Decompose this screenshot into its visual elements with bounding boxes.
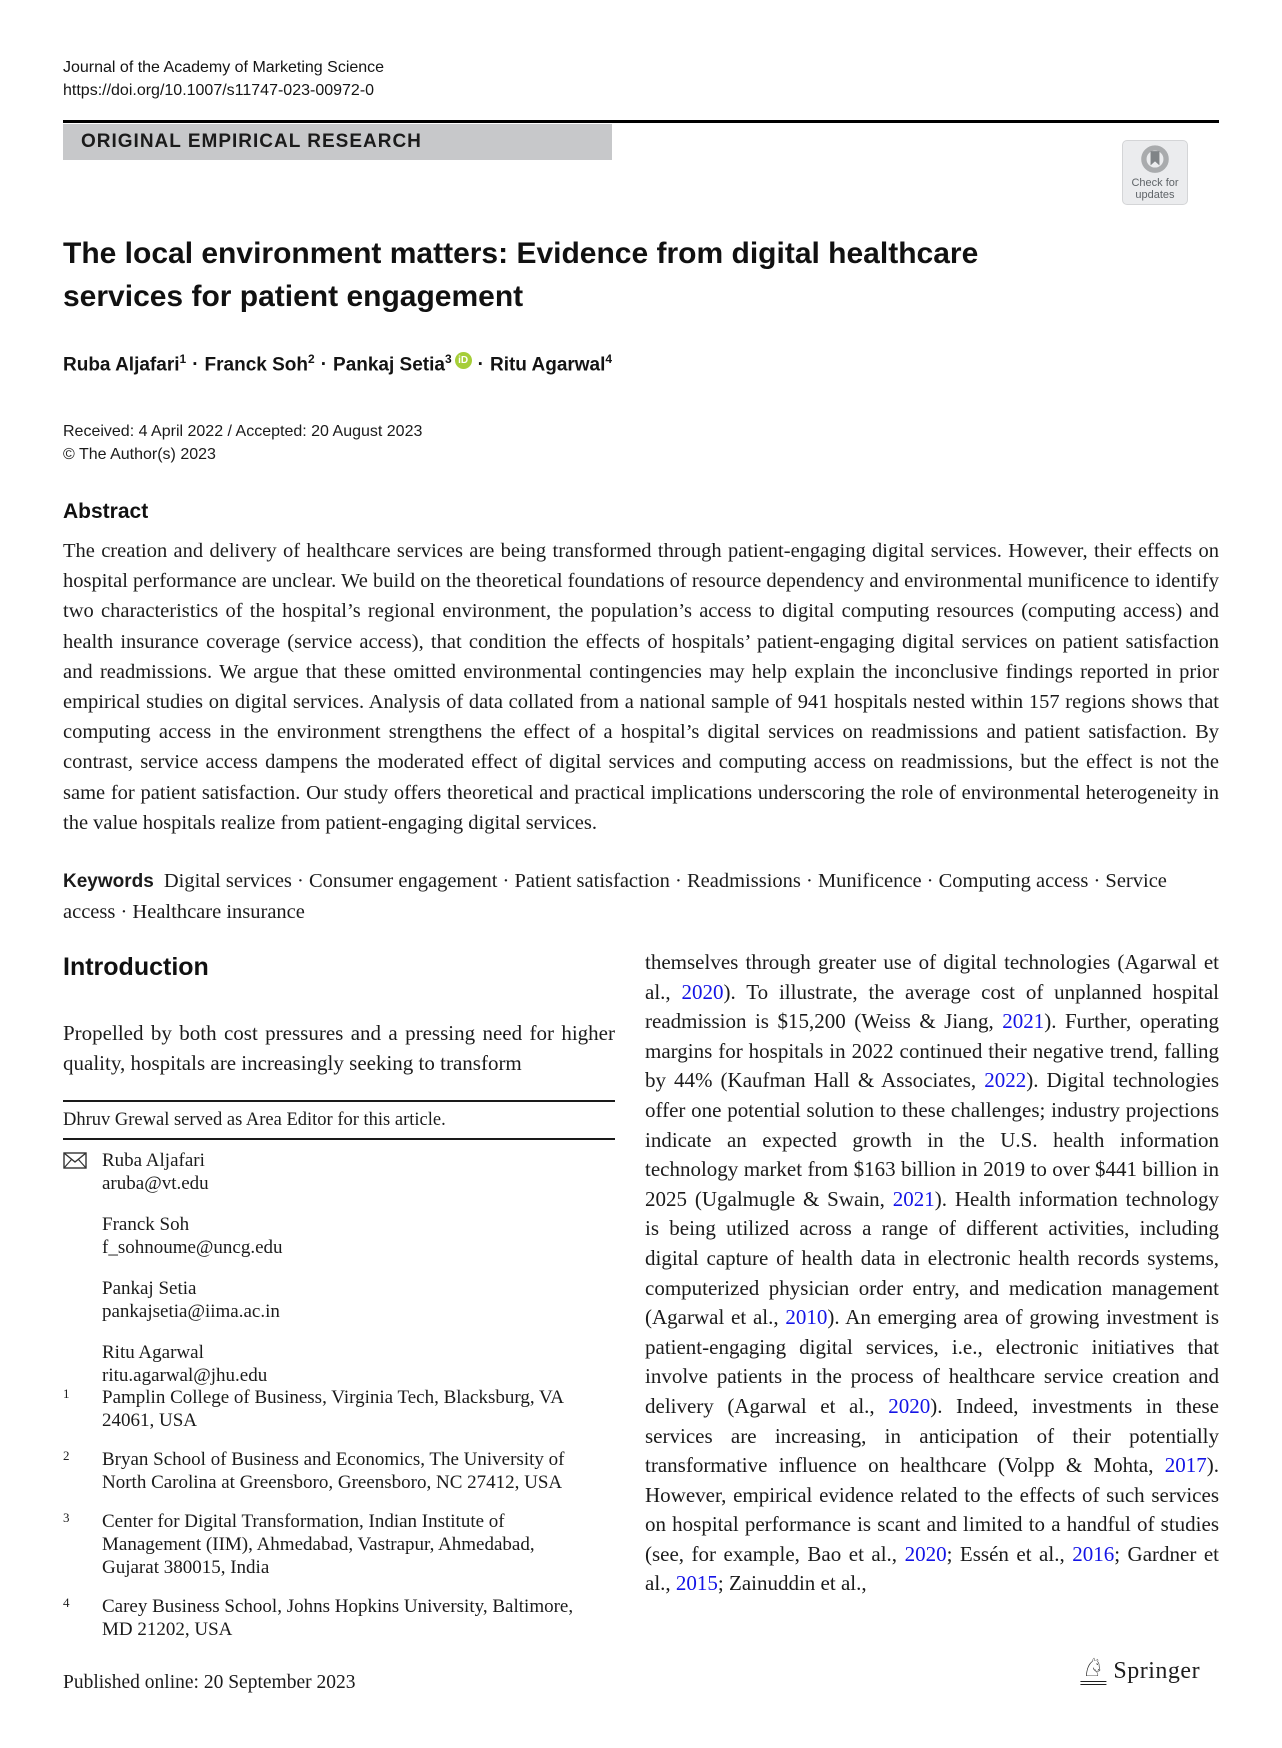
affiliation-text: Pamplin College of Business, Virginia Tech, Blacksburg, VA 24061, USA [102, 1387, 563, 1431]
correspondence-name: Ritu Agarwal [102, 1342, 204, 1363]
correspondence-name: Pankaj Setia [102, 1278, 197, 1299]
keywords-label: Keywords [63, 871, 154, 892]
body-text-run: ). An emerging area of growing investment is patient-engaging digital services, i.e., electronic initiatives that involve patients in the process of healthcare service creation and delivery (Agarwal et al., [645, 1305, 1219, 1418]
journal-name: Journal of the Academy of Marketing Science [63, 59, 385, 76]
affiliation-entry [63, 1386, 615, 1432]
article-type-label: ORIGINAL EMPIRICAL RESEARCH [81, 131, 422, 152]
author-separator: · [477, 354, 484, 376]
received-accepted: Received: 4 April 2022 / Accepted: 20 August 2023 [63, 423, 423, 440]
article-meta [63, 420, 422, 466]
citation-year-link[interactable]: 2020 [681, 979, 724, 1004]
correspondence-entry [63, 1150, 615, 1195]
intro-right-paragraph [645, 948, 1219, 1599]
journal-header [63, 56, 384, 102]
citation-year-link[interactable]: 2016 [1072, 1541, 1115, 1566]
body-text-run: ). Indeed, investments in these services are increasing, in anticipation of their potentially transformative influence on healthcare (Volpp & Mohta, [645, 1393, 1219, 1478]
keywords-text: Digital services · Consumer engagement · Patient satisfaction · Readmissions · Munificence · Computing access · Service access · Healthcare insurance [63, 870, 1167, 923]
affiliations-block [63, 1386, 615, 1657]
abstract-text: The creation and delivery of healthcare services are being transformed through patient-engaging digital services. However, their effects on hospital performance are unclear. We build on the theoretical foundations of resource dependency and environmental munificence to identify two characteristics of the hospital’s regional environment, the population’s access to digital computing resources (computing access) and health insurance coverage (service access), that condition the effects of hospitals’ patient-engaging digital services on patient satisfaction and readmissions. We argue that these omitted environmental contingencies may help explain the inconclusive findings reported in prior empirical studies on digital services. Analysis of data collated from a national sample of 941 hospitals nested within 157 regions shows that computing access in the environment strengthens the effect of a hospital’s digital services on readmissions and patient satisfaction. By contrast, service access dampens the moderated effect of digital services and computing access on readmissions, but the effect is not the same for patient satisfaction. Our study offers theoretical and practical implications underscoring the role of environmental heterogeneity in the value hospitals realize from patient-engaging digital services. [63, 540, 1219, 834]
affiliation-entry [63, 1510, 615, 1579]
section-heading-introduction: Introduction [63, 953, 209, 981]
author-name: Ritu Agarwal [489, 354, 606, 376]
affiliation-number: 4 [63, 1595, 70, 1610]
page-title: The local environment matters: Evidence from digital healthcare services for patient engagement [63, 237, 979, 313]
springer-logo [1080, 1656, 1200, 1685]
affiliation-number: 2 [63, 1448, 70, 1463]
footnote-rule-bottom [63, 1138, 615, 1140]
affiliation-text: Bryan School of Business and Economics, The University of North Carolina at Greensboro, Greensboro, NC 27412, USA [102, 1449, 565, 1493]
author-affiliation-sup: 3 [444, 352, 452, 366]
affiliation-entry [63, 1595, 615, 1641]
author-name: Ruba Aljafari [63, 354, 180, 376]
author-affiliation-sup: 1 [179, 352, 187, 366]
correspondence-email-link[interactable]: ritu.agarwal@jhu.edu [102, 1364, 268, 1386]
correspondence-body [102, 1342, 267, 1387]
correspondence-icon-spacer [63, 1278, 102, 1323]
correspondence-entry [63, 1214, 615, 1259]
intro-left-paragraph: Propelled by both cost pressures and a pressing need for higher quality, hospitals are increasingly seeking to transform [63, 1021, 615, 1075]
copyright-line: © The Author(s) 2023 [63, 446, 216, 463]
correspondence-entry [63, 1342, 615, 1387]
correspondence-email-link[interactable]: f_sohnoume@uncg.edu [102, 1236, 283, 1258]
check-for-updates-label: Check for updates [1131, 177, 1179, 201]
area-editor-note: Dhruv Grewal served as Area Editor for this article. [63, 1110, 446, 1130]
correspondence-email-link[interactable]: pankajsetia@iima.ac.in [102, 1300, 280, 1322]
correspondence-name: Franck Soh [102, 1214, 190, 1235]
email-envelope-icon [63, 1150, 102, 1195]
affiliation-text: Carey Business School, Johns Hopkins University, Baltimore, MD 21202, USA [102, 1596, 574, 1640]
body-text-run: ; Essén et al., [946, 1541, 1073, 1566]
body-text-run: ; Gardner et al., [645, 1541, 1219, 1596]
header-rule [63, 120, 1219, 123]
affiliation-number: 1 [63, 1386, 70, 1401]
author-name: Pankaj Setia [333, 354, 445, 376]
correspondence-icon-spacer [63, 1214, 102, 1259]
body-text-run: ). However, empirical evidence related to the effects of such services on hospital performance is scant and limited to a handful of studies (see, for example, Bao et al., [645, 1453, 1219, 1566]
doi-link[interactable]: https://doi.org/10.1007/s11747-023-00972-0 [63, 82, 375, 99]
published-online: Published online: 20 September 2023 [63, 1672, 356, 1693]
correspondence-email-link[interactable]: aruba@vt.edu [102, 1172, 209, 1194]
author-affiliation-sup: 4 [605, 352, 613, 366]
correspondence-body [102, 1214, 283, 1259]
citation-year-link[interactable]: 2017 [1164, 1453, 1207, 1478]
citation-year-link[interactable]: 2010 [785, 1305, 828, 1330]
citation-year-link[interactable]: 2015 [675, 1571, 718, 1596]
citation-year-link[interactable]: 2021 [892, 1186, 935, 1211]
check-for-updates-button[interactable] [1122, 140, 1188, 205]
body-text-run: ). To illustrate, the average cost of unplanned hospital readmission is $15,200 (Weiss & Jiang, [645, 979, 1220, 1034]
orcid-icon[interactable]: iD [455, 352, 472, 369]
body-text-run: ). Health information technology is being utilized across a range of different activities, including digital capture of health data in electronic health records systems, computerized physician order entry, and medication management (Agarwal et al., [645, 1186, 1219, 1330]
body-text-run: ; Zainuddin et al., [717, 1571, 867, 1596]
body-text-run: ). Digital technologies offer one potential solution to these challenges; industry projections indicate an expected growth in the U.S. health information technology market from $163 billion in 2019 to over $441 billion in 2025 (Ugalmugle & Swain, [645, 1068, 1219, 1211]
author-name: Franck Soh [204, 354, 308, 376]
springer-horse-icon: ♘ [1080, 1656, 1106, 1685]
correspondence-name: Ruba Aljafari [102, 1150, 205, 1171]
correspondence-body [102, 1278, 280, 1323]
keywords-block [63, 866, 1219, 928]
author-affiliation-sup: 2 [308, 352, 315, 366]
body-text-run: ). Further, operating margins for hospitals in 2022 continued their negative trend, falling by 44% (Kaufman Hall & Associates, [645, 1009, 1219, 1093]
affiliation-entry [63, 1448, 615, 1494]
author-separator: · [192, 354, 199, 376]
correspondence-entry [63, 1278, 615, 1323]
correspondence-body [102, 1150, 209, 1195]
springer-wordmark: Springer [1113, 1658, 1201, 1684]
citation-year-link[interactable]: 2021 [1002, 1009, 1045, 1034]
article-type-banner [63, 124, 612, 160]
abstract-heading: Abstract [63, 500, 149, 523]
correspondence-block [63, 1150, 615, 1406]
author-list [63, 352, 612, 376]
check-for-updates-icon [1139, 144, 1171, 176]
citation-year-link[interactable]: 2020 [888, 1393, 931, 1418]
correspondence-icon-spacer [63, 1342, 102, 1387]
footnote-rule-top [63, 1100, 615, 1102]
affiliation-number: 3 [63, 1510, 70, 1525]
citation-year-link[interactable]: 2020 [904, 1541, 947, 1566]
affiliation-text: Center for Digital Transformation, Indian Institute of Management (IIM), Ahmedabad, Vastrapur, Ahmedabad, Gujarat 380015, India [102, 1511, 535, 1578]
body-text-run: themselves through greater use of digital technologies (Agarwal et al., [645, 950, 1219, 1004]
author-separator: · [320, 354, 328, 376]
citation-year-link[interactable]: 2022 [984, 1068, 1027, 1093]
